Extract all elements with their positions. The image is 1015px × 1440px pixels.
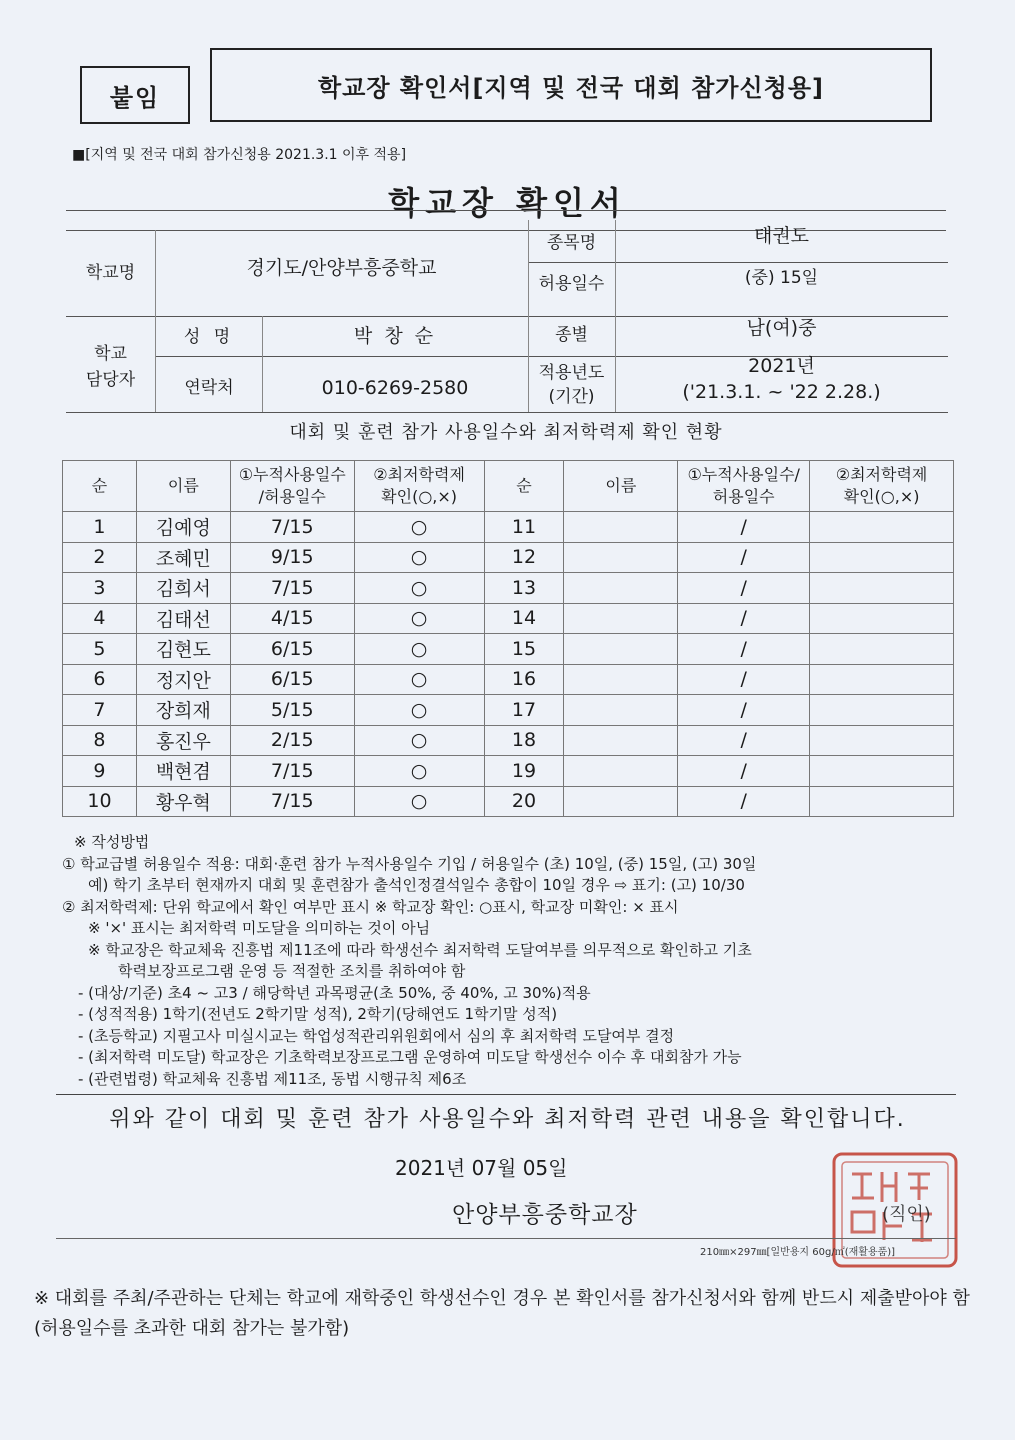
roster-academic-check: ○ [354,725,484,756]
writing-instructions [62,832,967,1090]
roster-name [564,664,678,695]
roster-name: 김희서 [136,573,230,604]
allowed-days-label: 허용일수 [538,273,605,294]
year-value-line2: ('21.3.1. ~ '22 2.28.) [682,380,881,403]
roster-academic-check: ○ [354,634,484,665]
note-2: ② 최저학력제: 단위 학교에서 확인 여부만 표시 ※ 학교장 확인: ○표시, 학교장 미확인: × 표시 [62,897,679,916]
roster-academic-check [810,603,954,634]
roster-name: 홍진우 [136,725,230,756]
roster-days: / [678,512,810,543]
issue-date: 2021년 07월 05일 [395,1156,568,1180]
roster-table [62,460,954,817]
roster-no: 6 [63,664,137,695]
roster-row [63,664,954,695]
note-1a: ① 학교급별 허용일수 적용: 대회·훈련 참가 누적사용일수 기입 / 허용일수 (초) 10일, (중) 15일, (고) 30일 [62,854,757,873]
roster-name [564,725,678,756]
notes-heading: ※ 작성방법 [74,833,150,851]
roster-no: 16 [484,664,564,695]
roster-name [564,542,678,573]
roster-row [63,603,954,634]
roster-days: / [678,573,810,604]
roster-row [63,725,954,756]
col-no: 순 [63,461,137,512]
name-value: 박 창 순 [353,324,437,347]
roster-no: 13 [484,573,564,604]
year-value-line1: 2021년 [748,354,815,377]
contact-value: 010-6269-2580 [321,376,469,399]
roster-name [564,512,678,543]
year-label-line1: 적용년도 [538,362,605,383]
note-1b: 예) 학기 초부터 현재까지 대회 및 훈련참가 출석인정결석일수 총합이 10일 경우 ⇨ 표기: (고) 10/30 [88,876,745,894]
roster-academic-check [810,695,954,726]
attachment-label: 붙임 [80,66,190,124]
roster-academic-check: ○ [354,542,484,573]
roster-academic-check: ○ [354,512,484,543]
col-name-right: 이름 [564,461,678,512]
roster-name [564,634,678,665]
col-no-right: 순 [484,461,564,512]
roster-name: 장희재 [136,695,230,726]
roster-days: / [678,542,810,573]
roster-no: 4 [63,603,137,634]
paper-spec: 210㎜×297㎜[일반용지 60g/㎡(재활용품)] [700,1247,896,1258]
detail-2: - (성적적용) 1학기(전년도 2학기말 성적), 2학기(당해연도 1학기말 성적) [78,1005,558,1023]
roster-academic-check: ○ [354,573,484,604]
roster-academic-check [810,573,954,604]
roster-no: 17 [484,695,564,726]
school-label: 학교명 [85,262,136,283]
roster-days: 2/15 [230,725,354,756]
roster-days: / [678,786,810,817]
col-academic: ②최저학력제 확인(○,×) [354,461,484,512]
roster-days: / [678,695,810,726]
roster-name: 황우혁 [136,786,230,817]
confirmation-statement: 위와 같이 대회 및 훈련 참가 사용일수와 최저학력 관련 내용을 확인합니다. [109,1107,906,1132]
roster-no: 12 [484,542,564,573]
roster-academic-check: ○ [354,695,484,726]
roster-no: 19 [484,756,564,787]
roster-row [63,634,954,665]
name-label: 성 명 [183,326,235,347]
roster-no: 14 [484,603,564,634]
note-4b: 학력보장프로그램 운영 등 적절한 조치를 취하여야 함 [118,962,466,980]
roster-academic-check [810,512,954,543]
roster-academic-check [810,542,954,573]
col-academic-right: ②최저학력제 확인(○,×) [810,461,954,512]
manager-label-line2: 담당자 [85,369,136,390]
roster-no: 11 [484,512,564,543]
roster-days: / [678,634,810,665]
roster-name: 백현겸 [136,756,230,787]
roster-days: / [678,603,810,634]
col-name: 이름 [136,461,230,512]
roster-days: 7/15 [230,786,354,817]
roster-days: 7/15 [230,756,354,787]
allowed-days-value: (중) 15일 [744,267,819,288]
year-label-line2: (기간) [548,386,595,407]
roster-name: 김현도 [136,634,230,665]
event-label: 종목명 [546,232,597,253]
detail-5: - (관련법령) 학교체육 진흥법 제11조, 동법 시행규칙 제6조 [78,1069,467,1088]
roster-no: 20 [484,786,564,817]
roster-days: 9/15 [230,542,354,573]
roster-academic-check [810,634,954,665]
manager-label-line1: 학교 [94,343,127,364]
roster-name: 김태선 [136,603,230,634]
footer-notice: ※ 대회를 주최/주관하는 단체는 학교에 재학중인 학생선수인 경우 본 확인서를 참가신청서와 함께 반드시 제출받아야 함(허용일수를 초과한 대회 참가는 불가함) [34,1288,970,1339]
roster-days: 5/15 [230,695,354,726]
roster-days: 7/15 [230,512,354,543]
col-days: ①누적사용일수 /허용일수 [230,461,354,512]
roster-no: 15 [484,634,564,665]
roster-row [63,756,954,787]
roster-days: 7/15 [230,573,354,604]
roster-days: / [678,725,810,756]
roster-row [63,695,954,726]
roster-row [63,512,954,543]
page-title: 학교장 확인서 [388,184,627,222]
roster-academic-check [810,756,954,787]
col-days-right: ①누적사용일수/ 허용일수 [678,461,810,512]
note-4a: ※ 학교장은 학교체육 진흥법 제11조에 따라 학생선수 최저학력 도달여부를 의무적으로 확인하고 기초 [88,940,752,959]
seal-label: (직인) [882,1204,931,1225]
roster-name: 김예영 [136,512,230,543]
roster-name: 조혜민 [136,542,230,573]
roster-name: 정지안 [136,664,230,695]
roster-no: 9 [63,756,137,787]
roster-name [564,756,678,787]
roster-days: / [678,756,810,787]
roster-name [564,695,678,726]
contact-label: 연락처 [184,377,234,398]
detail-3: - (초등학교) 지필고사 미실시교는 학업성적관리위원회에서 심의 후 최저학력 도달여부 결정 [78,1026,675,1045]
roster-academic-check: ○ [354,603,484,634]
roster-name [564,603,678,634]
roster-no: 7 [63,695,137,726]
roster-days: 6/15 [230,664,354,695]
roster-no: 18 [484,725,564,756]
principal-name: 안양부흥중학교장 [452,1202,638,1228]
roster-no: 2 [63,542,137,573]
roster-no: 5 [63,634,137,665]
roster-no: 3 [63,573,137,604]
school-value: 경기도/안양부흥중학교 [246,256,437,279]
roster-name [564,786,678,817]
roster-header-row [63,461,954,512]
roster-academic-check: ○ [354,664,484,695]
roster-days: / [678,664,810,695]
roster-academic-check [810,725,954,756]
detail-4: - (최저학력 미도달) 학교장은 기초학력보장프로그램 운영하여 미도달 학생선수 이수 후 대회참가 가능 [78,1048,742,1066]
roster-academic-check: ○ [354,756,484,787]
event-value: 태권도 [753,224,810,247]
roster-row [63,573,954,604]
roster-no: 8 [63,725,137,756]
roster-row [63,786,954,817]
category-value: 남(여)중 [746,316,817,339]
roster-academic-check [810,664,954,695]
scope-note: ■[지역 및 전국 대회 참가신청용 2021.3.1 이후 적용] [72,147,407,163]
roster-academic-check: ○ [354,786,484,817]
category-label: 종별 [555,324,588,345]
roster-name [564,573,678,604]
roster-days: 6/15 [230,634,354,665]
roster-days: 4/15 [230,603,354,634]
note-3: ※ '×' 표시는 최저학력 미도달을 의미하는 것이 아님 [88,919,431,937]
roster-no: 10 [63,786,137,817]
roster-academic-check [810,786,954,817]
detail-1: - (대상/기준) 초4 ~ 고3 / 해당학년 과목평균(초 50%, 중 40%, 고 30%)적용 [78,983,591,1002]
roster-row [63,542,954,573]
document-title-box: 학교장 확인서[지역 및 전국 대회 참가신청용] [210,48,932,122]
roster-no: 1 [63,512,137,543]
status-title: 대회 및 훈련 참가 사용일수와 최저학력제 확인 현황 [289,422,723,444]
